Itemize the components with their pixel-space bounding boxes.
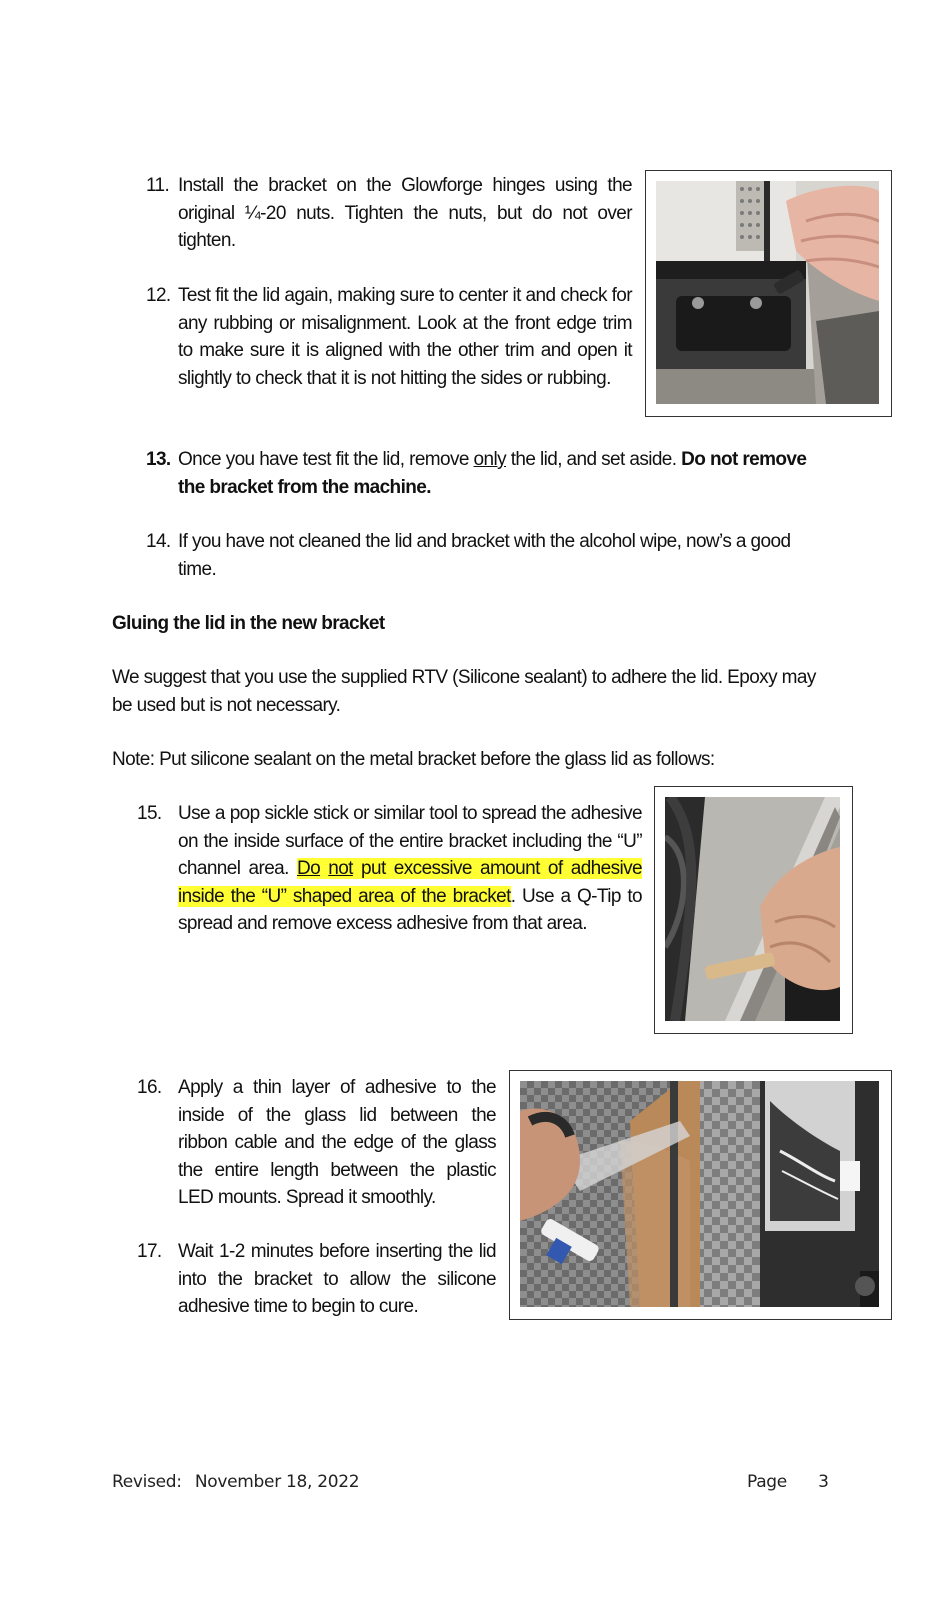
step-number: 11. [146, 175, 170, 196]
revised-label: Revised: [112, 1472, 182, 1492]
section-heading: Gluing the lid in the new bracket [112, 613, 385, 634]
note-text: Note: Put silicone sealant on the metal bracket before the glass lid as follows: [112, 749, 715, 770]
warning-text: Do not remove the bracket from the machine. [178, 449, 807, 498]
emphasis-do: Do [296, 858, 321, 879]
step-text: If you have not cleaned the lid and bracket with the alcohol wipe, now’s a good time. [178, 531, 791, 580]
step-text-part: . Use a Q-Tip to spread and remove excess adhesive from that area. [178, 885, 642, 934]
step-number: 14. [146, 531, 171, 552]
intro-paragraph: We suggest that you use the supplied RTV (Silicone sealant) to adhere the lid. Epoxy may be used but is not necessary. [112, 667, 816, 716]
page-number: 3 [818, 1472, 829, 1492]
step-number: 16. [137, 1077, 162, 1098]
step-text: Install the bracket on the Glowforge hinges using the original ¼-20 nuts. Tighten the nuts, but do not over tighten. [178, 175, 632, 251]
step-text: Wait 1-2 minutes before inserting the lid into the bracket to allow the silicone adhesive time to begin to cure. [178, 1241, 496, 1317]
step-text [178, 446, 828, 501]
footer-revised [112, 1472, 359, 1492]
adhesive-spreading-photo [654, 786, 853, 1034]
hinge-bracket-image [656, 181, 879, 404]
step-text-part: Use a pop sickle stick or similar tool to spread the adhesive on the inside surface of the entire bracket including the “U” channel area. [178, 803, 642, 879]
step-number: 12. [146, 285, 171, 306]
page-label: Page [747, 1472, 787, 1492]
adhesive-spreading-image [665, 797, 840, 1021]
step-text: Test fit the lid again, making sure to center it and check for any rubbing or misalignment. Look at the front edge trim to make sure it is aligned with the other trim and open it slightly to check that it is not hitting the sides or rubbing. [178, 285, 632, 389]
step-number: 13. [146, 449, 171, 470]
footer-page [747, 1472, 829, 1492]
step-text-part: the lid, and set aside. [506, 449, 682, 470]
revised-date: November 18, 2022 [194, 1472, 360, 1492]
step-number: 15. [137, 803, 162, 824]
step-text: Apply a thin layer of adhesive to the inside of the glass lid between the ribbon cable and the edge of the glass the entire length between the plastic LED mounts. Spread it smoothly. [178, 1077, 496, 1208]
step-text-part: Once you have test fit the lid, remove [178, 449, 474, 470]
hinge-bracket-photo [645, 170, 892, 417]
step-number: 17. [137, 1241, 162, 1262]
glass-lid-gluing-image [520, 1081, 879, 1307]
step-text [178, 800, 642, 938]
glass-lid-gluing-photo [509, 1070, 892, 1320]
emphasis-not: not [328, 858, 353, 879]
highlight-text: put excessive amount of adhesive inside the “U” shaped area of the bracket [178, 858, 642, 907]
emphasis-only: only [473, 449, 507, 470]
